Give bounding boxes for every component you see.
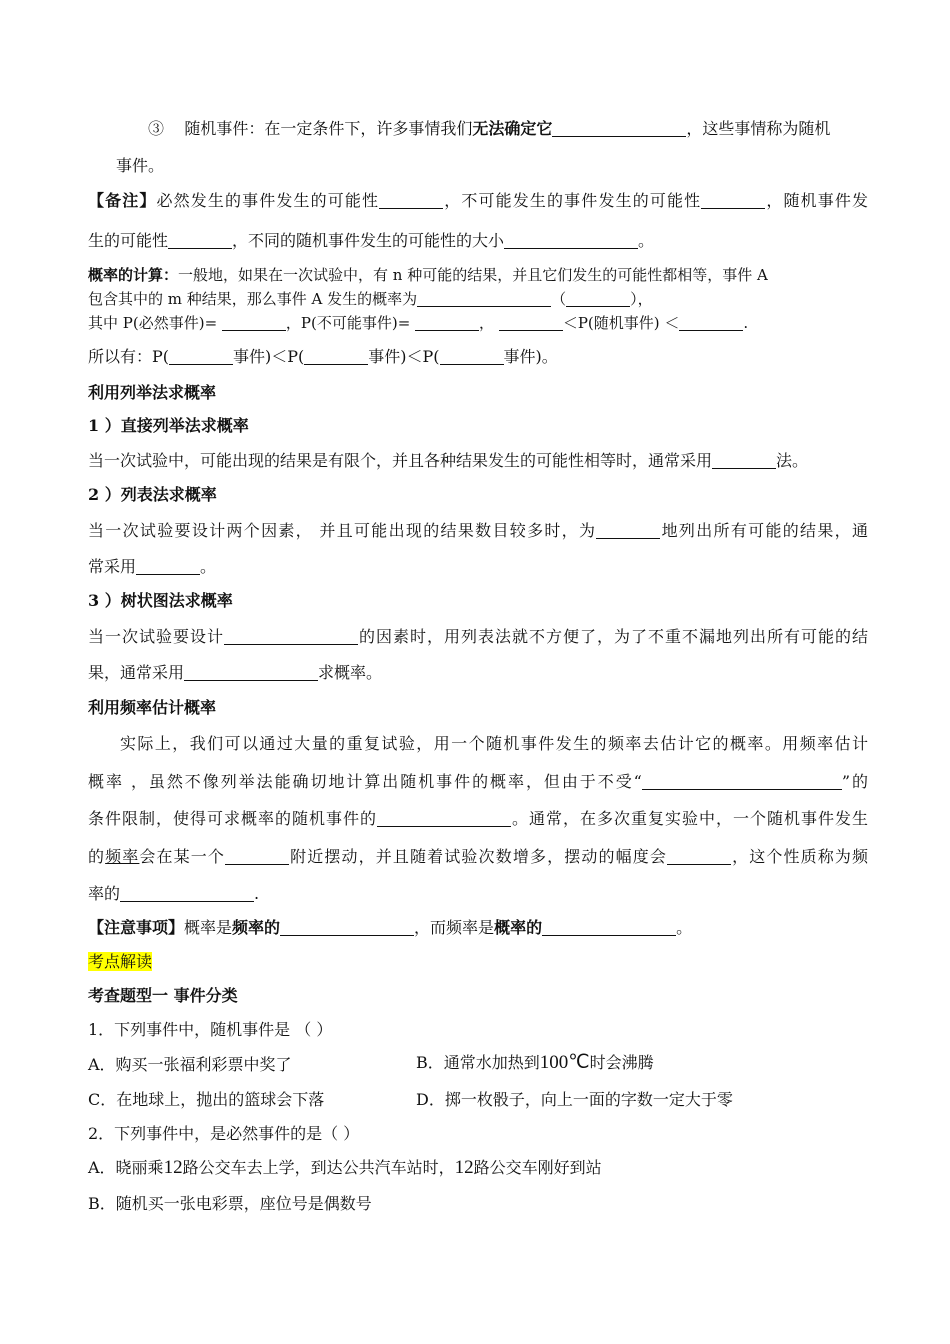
blank[interactable] (304, 348, 368, 365)
blank[interactable] (169, 348, 233, 365)
blank[interactable] (440, 348, 504, 365)
blank[interactable] (379, 192, 443, 209)
blank[interactable] (504, 232, 638, 249)
blank[interactable] (417, 290, 551, 307)
subsection-table-method: 2 ）列表法求概率 (88, 485, 217, 504)
frequency-text-2: 概率 ，虽然不像列举法能确切地计算出随机事件的概率，但由于不受“ ”的 (88, 772, 868, 791)
calc-line-3: 其中 P(必然事件)= ，P(不可能事件)= ， ＜P(随机事件) ＜ . (88, 314, 749, 332)
blank[interactable] (280, 919, 414, 936)
blank[interactable] (596, 522, 660, 539)
table-method-text: 当一次试验要设计两个因素， 并且可能出现的结果数目较多时，为 地列出所有可能的结果，通 (88, 521, 868, 540)
blank[interactable] (679, 314, 743, 331)
frequency-text-3: 条件限制，使得可求概率的随机事件的 。通常，在多次重复实验中，一个随机事件发生 (88, 809, 868, 828)
question-1-stem: 1．下列事件中，随机事件是 （ ） (88, 1020, 333, 1039)
blank[interactable] (136, 558, 200, 575)
note-remark: 【备注】必然发生的事件发生的可能性 ，不可能发生的事件发生的可能性 ，随机事件发 (88, 191, 868, 210)
tree-method-text: 当一次试验要设计 的因素时，用列表法就不方便了，为了不重不漏地列出所有可能的结 (88, 627, 868, 646)
blank[interactable] (224, 628, 358, 645)
item-random-event: ③ 随机事件：在一定条件下，许多事情我们无法确定它 ，这些事情称为随机 (148, 119, 831, 138)
calc-line-2: 包含其中的 m 种结果，那么事件 A 发生的概率为 （ ）， (88, 290, 653, 308)
question-1-option-c: C．在地球上，抛出的篮球会下落 (88, 1090, 325, 1109)
blank[interactable] (642, 773, 842, 790)
blank[interactable] (542, 919, 676, 936)
question-1-option-a: A．购买一张福利彩票中奖了 (88, 1055, 292, 1074)
blank[interactable] (120, 885, 254, 902)
blank[interactable] (566, 290, 630, 307)
blank[interactable] (377, 810, 511, 827)
section-title-frequency: 利用频率估计概率 (88, 698, 217, 717)
question-1-option-d: D．掷一枚骰子，向上一面的字数一定大于零 (416, 1090, 733, 1109)
blank[interactable] (168, 232, 232, 249)
blank[interactable] (184, 664, 318, 681)
frequency-text-5: 率的 . (88, 884, 260, 903)
question-2-option-a: A．晓丽乘12路公交车去上学，到达公共汽车站时，12路公交车刚好到站 (88, 1157, 602, 1178)
section-title-enumeration: 利用列举法求概率 (88, 383, 217, 402)
tree-method-text-cont: 果，通常采用 求概率。 (88, 663, 383, 682)
frequency-text-1: 实际上，我们可以通过大量的重复试验，用一个随机事件发生的频率去估计它的概率。用频率估计 (120, 734, 868, 753)
question-2-stem: 2．下列事件中，是必然事件的是（ ） (88, 1124, 360, 1143)
subsection-tree-method: 3 ）树状图法求概率 (88, 591, 233, 610)
frequency-text-4: 的频率会在某一个 附近摆动，并且随着试验次数增多，摆动的幅度会 ，这个性质称为频 (88, 847, 868, 866)
blank[interactable] (701, 192, 765, 209)
blank[interactable] (222, 314, 286, 331)
item-random-event-cont: 事件。 (116, 156, 165, 175)
question-1-option-b: B．通常水加热到100℃时会沸腾 (416, 1052, 654, 1073)
calc-line-1: 概率的计算：一般地，如果在一次试验中，有 n 种可能的结果，并且它们发生的可能性都相等，事件 A (88, 266, 768, 284)
kaodian-heading: 考点解读 (88, 952, 153, 971)
blank[interactable] (712, 452, 776, 469)
question-2-option-b: B．随机买一张电彩票，座位号是偶数号 (88, 1194, 372, 1213)
blank[interactable] (499, 314, 563, 331)
direct-enumeration-text: 当一次试验中，可能出现的结果是有限个，并且各种结果发生的可能性相等时，通常采用 法。 (88, 451, 809, 470)
question-type-heading: 考查题型一 事件分类 (88, 986, 238, 1005)
blank[interactable] (667, 848, 731, 865)
table-method-text-cont: 常采用 。 (88, 557, 217, 576)
calc-line-4: 所以有：P( 事件)＜P( 事件)＜P( 事件)。 (88, 347, 558, 366)
subsection-direct-enumeration: 1 ）直接列举法求概率 (88, 416, 249, 435)
note-attention: 【注意事项】概率是频率的 ，而频率是概率的 。 (88, 918, 693, 937)
blank[interactable] (552, 120, 686, 137)
note-remark-cont: 生的可能性 ，不同的随机事件发生的可能性的大小 。 (88, 231, 655, 250)
blank[interactable] (415, 314, 479, 331)
blank[interactable] (225, 848, 289, 865)
